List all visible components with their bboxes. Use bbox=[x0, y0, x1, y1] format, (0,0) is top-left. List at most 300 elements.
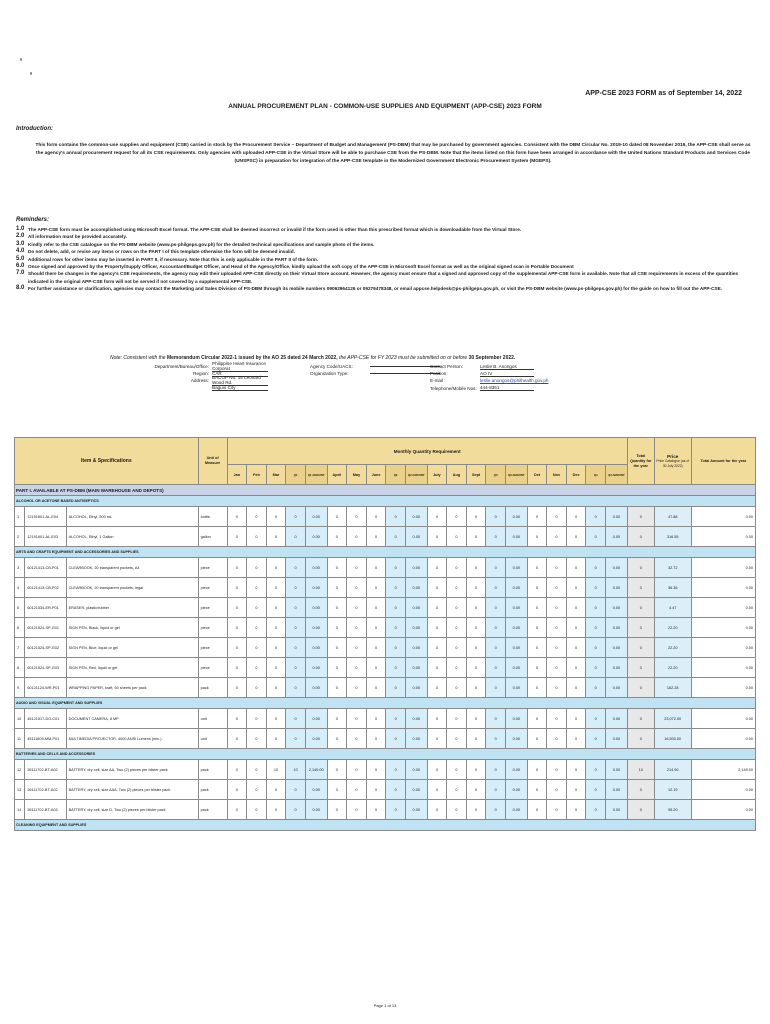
monthly-quantity-cell: 0 bbox=[366, 658, 386, 678]
total-amount: 0.00 bbox=[691, 658, 755, 678]
monthly-quantity-cell: 0 bbox=[247, 578, 267, 598]
introduction-body: This form contains the common-use supplies and equipment (CSE) carried in stock by the Procurement Service – Department of Budget and Management (PS-DBM) that may be purchased by government agencies. Consistent with the DBM Circular No. 2019-10 dated 08 November 2019, the APP-CSE shall serve as the agency's annual procurement request for all its CSE requirements. Only agencies with uploaded APP-CSE in the Virtual Store will be able to purchase CSE from the PS-DBM. Note that the items listed on this form have been arranged in accordance with the United Nations Standard Products and Services Code (UNSPSC) in preparation for integration of the APP-CSE template in the Modernized Government Electronic Procurement System (MGEPS). bbox=[35, 143, 751, 164]
total-amount: 0.00 bbox=[691, 507, 755, 527]
item-specification: WRAPPING PAPER, kraft, 50 sheets per pack bbox=[66, 678, 198, 698]
total-quantity: 0 bbox=[627, 709, 654, 729]
item-number: 13 bbox=[15, 780, 25, 800]
monthly-quantity-cell: 0 bbox=[247, 658, 267, 678]
agency-info-middle bbox=[310, 363, 440, 377]
monthly-quantity-cell: 0 bbox=[386, 618, 406, 638]
monthly-quantity-cell: 0 bbox=[566, 780, 586, 800]
monthly-quantity-cell: 0 bbox=[466, 598, 486, 618]
reminder-item bbox=[16, 285, 746, 292]
monthly-quantity-cell: 0 bbox=[527, 729, 547, 749]
monthly-quantity-cell: 0.00 bbox=[605, 729, 627, 749]
unit-of-measure: piece bbox=[198, 618, 227, 638]
monthly-quantity-cell: 0 bbox=[327, 638, 347, 658]
monthly-quantity-cell: 0 bbox=[347, 578, 367, 598]
page-number: Page 1 of 13 bbox=[373, 1003, 397, 1008]
monthly-quantity-cell: 0 bbox=[547, 800, 567, 820]
agency-field bbox=[430, 377, 549, 384]
monthly-quantity-cell: 0 bbox=[227, 800, 247, 820]
monthly-quantity-cell: 0.00 bbox=[405, 780, 427, 800]
item-code: 45111609-MM-P01 bbox=[25, 729, 66, 749]
monthly-quantity-cell: 0 bbox=[466, 558, 486, 578]
monthly-quantity-cell: 0 bbox=[347, 638, 367, 658]
monthly-quantity-cell: 0 bbox=[447, 729, 467, 749]
monthly-quantity-cell: 0 bbox=[366, 709, 386, 729]
monthly-quantity-cell: 0 bbox=[227, 760, 247, 780]
monthly-quantity-cell: 0 bbox=[566, 800, 586, 820]
monthly-quantity-cell: 0 bbox=[527, 780, 547, 800]
agency-field bbox=[430, 385, 534, 392]
monthly-quantity-cell: 0 bbox=[366, 507, 386, 527]
catalogue-price: 36.36 bbox=[654, 578, 691, 598]
monthly-quantity-cell: 0 bbox=[447, 800, 467, 820]
category-row bbox=[15, 547, 756, 558]
monthly-quantity-cell: 0 bbox=[247, 780, 267, 800]
table-row bbox=[15, 638, 756, 658]
catalogue-price: 32.72 bbox=[654, 558, 691, 578]
monthly-quantity-cell: 0 bbox=[227, 527, 247, 547]
item-code: 60121534-ER-P01 bbox=[25, 598, 66, 618]
total-amount: 0.00 bbox=[691, 527, 755, 547]
monthly-quantity-cell: 0 bbox=[547, 527, 567, 547]
monthly-quantity-cell: 0 bbox=[466, 760, 486, 780]
category-row bbox=[15, 749, 756, 760]
monthly-quantity-cell: 0.00 bbox=[405, 578, 427, 598]
monthly-quantity-cell: 0 bbox=[247, 638, 267, 658]
total-quantity: 0 bbox=[627, 800, 654, 820]
agency-field bbox=[140, 377, 268, 384]
monthly-quantity-cell: 0 bbox=[386, 709, 406, 729]
monthly-quantity-cell: 0 bbox=[566, 678, 586, 698]
monthly-quantity-cell: 0 bbox=[486, 800, 506, 820]
monthly-quantity-cell: 0 bbox=[266, 780, 286, 800]
month-header: Nov bbox=[547, 465, 567, 485]
scan-speck bbox=[20, 58, 22, 61]
monthly-quantity-cell: 0 bbox=[566, 598, 586, 618]
table-row bbox=[15, 658, 756, 678]
reminder-item bbox=[16, 248, 746, 255]
monthly-quantity-cell: 0.00 bbox=[605, 578, 627, 598]
total-amount: 0.00 bbox=[691, 638, 755, 658]
category-name: ARTS AND CRAFTS EQUIPMENT AND ACCESSORIES AND SUPPLIES bbox=[15, 547, 756, 558]
agency-field bbox=[430, 363, 534, 370]
catalogue-price: 214.90 bbox=[654, 760, 691, 780]
monthly-quantity-cell: 0.00 bbox=[505, 598, 527, 618]
category-row bbox=[15, 496, 756, 507]
monthly-quantity-cell: 0 bbox=[586, 618, 606, 638]
monthly-quantity-cell: 0 bbox=[466, 678, 486, 698]
monthly-quantity-cell: 0 bbox=[386, 658, 406, 678]
total-quantity: 0 bbox=[627, 527, 654, 547]
monthly-quantity-cell: 0 bbox=[386, 558, 406, 578]
catalogue-price: 12.19 bbox=[654, 780, 691, 800]
item-number: 1 bbox=[15, 507, 25, 527]
reminder-text: Kindly refer to the CSE catalogue on the PS-DBM website (www.ps-philgeps.gov.ph) for the detailed technical specifications and sample photo of the items. bbox=[28, 241, 375, 247]
monthly-quantity-cell: 0 bbox=[286, 598, 306, 618]
total-quantity: 10 bbox=[627, 760, 654, 780]
item-code: 26111702-BT-A02 bbox=[25, 760, 66, 780]
monthly-quantity-cell: 0 bbox=[566, 618, 586, 638]
monthly-quantity-cell: 0 bbox=[427, 760, 447, 780]
total-quantity: 0 bbox=[627, 780, 654, 800]
monthly-quantity-cell: 0 bbox=[247, 598, 267, 618]
monthly-quantity-cell: 0 bbox=[347, 780, 367, 800]
monthly-quantity-cell: 0 bbox=[227, 780, 247, 800]
monthly-quantity-cell: 0 bbox=[247, 709, 267, 729]
category-name: AUDIO AND VISUAL EQUIPMENT AND SUPPLIES bbox=[15, 698, 756, 709]
monthly-quantity-cell: 0 bbox=[486, 558, 506, 578]
reminder-item bbox=[16, 256, 746, 263]
total-amount: 0.00 bbox=[691, 709, 755, 729]
monthly-quantity-cell: 0.00 bbox=[305, 709, 327, 729]
month-header: Oct bbox=[527, 465, 547, 485]
unit-of-measure: pack bbox=[198, 800, 227, 820]
monthly-quantity-cell: 0.00 bbox=[505, 658, 527, 678]
monthly-quantity-cell: 0 bbox=[327, 618, 347, 638]
monthly-quantity-cell: 0 bbox=[566, 507, 586, 527]
monthly-quantity-cell: 0 bbox=[447, 658, 467, 678]
agency-field-value: Philippine Heart Insurance Corporat bbox=[212, 361, 268, 372]
monthly-quantity-cell: 0 bbox=[586, 598, 606, 618]
monthly-quantity-cell: 0 bbox=[586, 658, 606, 678]
monthly-quantity-cell: 0.00 bbox=[505, 729, 527, 749]
monthly-quantity-cell: 0 bbox=[386, 578, 406, 598]
monthly-quantity-cell: 0.00 bbox=[305, 558, 327, 578]
header-item-specifications: Item & Specifications bbox=[15, 438, 199, 485]
total-amount: 0.00 bbox=[691, 780, 755, 800]
part-title: PART I. AVAILABLE AT PS-DBM (MAIN WAREHOUSE AND DEPOTS) bbox=[15, 485, 756, 496]
monthly-quantity-cell: 0 bbox=[327, 678, 347, 698]
monthly-quantity-cell: 0 bbox=[327, 527, 347, 547]
item-number: 4 bbox=[15, 578, 25, 598]
monthly-quantity-cell: 0 bbox=[366, 578, 386, 598]
unit-of-measure: piece bbox=[198, 578, 227, 598]
monthly-quantity-cell: 0 bbox=[247, 618, 267, 638]
agency-field-label: Agency Code/UACS: bbox=[310, 364, 353, 370]
monthly-quantity-cell: 0 bbox=[347, 709, 367, 729]
reminder-number: 4.0 bbox=[16, 248, 25, 255]
item-code: 60121524-SP-G02 bbox=[25, 638, 66, 658]
monthly-quantity-cell: 0.00 bbox=[305, 729, 327, 749]
monthly-quantity-cell: 0 bbox=[366, 729, 386, 749]
monthly-quantity-cell: 0 bbox=[327, 598, 347, 618]
monthly-quantity-cell: 0 bbox=[427, 678, 447, 698]
header-monthly-quantity: Monthly Quantity Requirement bbox=[227, 438, 627, 465]
agency-field-label: Position: bbox=[430, 371, 448, 377]
item-specification: BATTERY, dry cell, size D, Two (2) pieces per blister pack bbox=[66, 800, 198, 820]
agency-field-value: CAR bbox=[212, 371, 268, 377]
monthly-quantity-cell: 0 bbox=[247, 558, 267, 578]
monthly-quantity-cell: 0.00 bbox=[305, 507, 327, 527]
month-header: Mar bbox=[266, 465, 286, 485]
procurement-table bbox=[14, 437, 756, 831]
monthly-quantity-cell: 0 bbox=[266, 527, 286, 547]
month-header: April bbox=[327, 465, 347, 485]
monthly-quantity-cell: 0.00 bbox=[405, 800, 427, 820]
monthly-quantity-cell: 0 bbox=[486, 578, 506, 598]
item-specification: CLEARBOOK, 20 transparent pockets, A4 bbox=[66, 558, 198, 578]
agency-field-value: leslie.anongos@philhealth.gov.ph bbox=[480, 377, 549, 383]
monthly-quantity-cell: 0 bbox=[547, 578, 567, 598]
item-number: 3 bbox=[15, 558, 25, 578]
monthly-quantity-cell: 0 bbox=[547, 558, 567, 578]
total-amount: 0.00 bbox=[691, 578, 755, 598]
monthly-quantity-cell: 0 bbox=[366, 618, 386, 638]
monthly-quantity-cell: 0 bbox=[327, 578, 347, 598]
monthly-quantity-cell: 0 bbox=[247, 760, 267, 780]
monthly-quantity-cell: 0.00 bbox=[405, 598, 427, 618]
unit-of-measure: piece bbox=[198, 598, 227, 618]
monthly-quantity-cell: 0.00 bbox=[505, 618, 527, 638]
item-code: 60121524-SP-G01 bbox=[25, 618, 66, 638]
table-row bbox=[15, 507, 756, 527]
category-name: BATTERIES AND CELLS AND ACCESSORIES bbox=[15, 749, 756, 760]
monthly-quantity-cell: 0 bbox=[286, 678, 306, 698]
monthly-quantity-cell: 0 bbox=[466, 709, 486, 729]
total-amount: 0.00 bbox=[691, 618, 755, 638]
monthly-quantity-cell: 0 bbox=[547, 709, 567, 729]
monthly-quantity-cell: 0 bbox=[286, 729, 306, 749]
unit-of-measure: gallon bbox=[198, 527, 227, 547]
monthly-quantity-cell: 0.00 bbox=[505, 709, 527, 729]
month-header: Q2 AMOUNT bbox=[405, 465, 427, 485]
month-header: Feb bbox=[247, 465, 267, 485]
month-header: Q1 AMOUNT bbox=[305, 465, 327, 485]
monthly-quantity-cell: 0 bbox=[266, 709, 286, 729]
unit-of-measure: pack bbox=[198, 678, 227, 698]
item-number: 11 bbox=[15, 729, 25, 749]
monthly-quantity-cell: 0 bbox=[527, 800, 547, 820]
reminder-text: For further assistance or clarification, agencies may contact the Marketing and Sales Division of PS-DBM through its mobile numbers 09062964126 or 09279478348, or email appcse.helpdesk@ps-philgeps.gov.ph, or visit the PS-DBM website (www.ps-philgeps.gov.ph) for the guide on how to fill out the APP-CSE. bbox=[28, 286, 723, 292]
reminder-text: Do not delete, add, or revise any items or rows on the PART I of this template otherwise the form will be deemed invalid. bbox=[28, 249, 295, 255]
reminder-text: Should there be changes in the agency's CSE requirements, the agency may edit their uploaded APP-CSE directly on their Virtual Store account. However, the agency must ensure that a signed and approved copy of the supplemental APP-CSE form is available. Note that all CSE requirements in excess of the quantities indicated in the original APP-CSE form will not be served if not covered by a supplemental APP-CSE. bbox=[28, 271, 738, 284]
agency-field-value: Baguio City bbox=[212, 385, 268, 391]
monthly-quantity-cell: 0.00 bbox=[405, 678, 427, 698]
monthly-quantity-cell: 0 bbox=[227, 598, 247, 618]
item-code: 60121413-CB-P01 bbox=[25, 558, 66, 578]
header-total-quantity: Total Quantity for the year bbox=[627, 438, 654, 485]
monthly-quantity-cell: 0 bbox=[286, 558, 306, 578]
reminder-text: Once signed and approved by the Property/Supply Officer, Accountant/Budget Officer, and Head of the Agency/Office, kindly upload the soft copy of the APP-CSE in Microsoft Excel format as well as the original signed scan in Portable Document bbox=[28, 264, 574, 270]
table-row bbox=[15, 618, 756, 638]
monthly-quantity-cell: 0 bbox=[427, 638, 447, 658]
monthly-quantity-cell: 0 bbox=[386, 678, 406, 698]
item-code: 60121524-SP-G03 bbox=[25, 658, 66, 678]
monthly-quantity-cell: 0 bbox=[586, 638, 606, 658]
monthly-quantity-cell: 0.00 bbox=[605, 678, 627, 698]
monthly-quantity-cell: 0 bbox=[386, 760, 406, 780]
monthly-quantity-cell: 0 bbox=[566, 729, 586, 749]
catalogue-price: 316.55 bbox=[654, 527, 691, 547]
monthly-quantity-cell: 0 bbox=[227, 729, 247, 749]
monthly-quantity-cell: 0 bbox=[347, 729, 367, 749]
agency-field-label: Department/Bureau/Office: bbox=[154, 364, 209, 370]
monthly-quantity-cell: 0 bbox=[586, 678, 606, 698]
monthly-quantity-cell: 0 bbox=[286, 578, 306, 598]
monthly-quantity-cell: 0 bbox=[527, 507, 547, 527]
part-header-row bbox=[15, 485, 756, 496]
monthly-quantity-cell: 0 bbox=[266, 658, 286, 678]
monthly-quantity-cell: 0 bbox=[586, 527, 606, 547]
item-number: 5 bbox=[15, 598, 25, 618]
monthly-quantity-cell: 0 bbox=[386, 729, 406, 749]
procurement-table-body bbox=[15, 485, 756, 831]
monthly-quantity-cell: 0 bbox=[286, 658, 306, 678]
monthly-quantity-cell: 0 bbox=[427, 598, 447, 618]
monthly-quantity-cell: 0.00 bbox=[305, 800, 327, 820]
monthly-quantity-cell: 0 bbox=[427, 800, 447, 820]
total-quantity: 0 bbox=[627, 618, 654, 638]
monthly-quantity-cell: 0 bbox=[247, 527, 267, 547]
monthly-quantity-cell: 0 bbox=[486, 729, 506, 749]
total-quantity: 0 bbox=[627, 658, 654, 678]
item-specification: MULTIMEDIA PROJECTOR, 4000 ANSI Lumens (min.) bbox=[66, 729, 198, 749]
monthly-quantity-cell: 0.00 bbox=[405, 507, 427, 527]
reminder-item bbox=[16, 241, 746, 248]
unit-of-measure: bottle bbox=[198, 507, 227, 527]
total-amount: 0.00 bbox=[691, 800, 755, 820]
monthly-quantity-cell: 0 bbox=[386, 598, 406, 618]
monthly-quantity-cell: 0 bbox=[586, 729, 606, 749]
table-row bbox=[15, 598, 756, 618]
monthly-quantity-cell: 0 bbox=[247, 507, 267, 527]
monthly-quantity-cell: 0 bbox=[327, 709, 347, 729]
introduction-heading: Introduction: bbox=[16, 126, 53, 132]
monthly-quantity-cell: 0 bbox=[286, 618, 306, 638]
month-header: Q2 bbox=[386, 465, 406, 485]
catalogue-price: 22.20 bbox=[654, 638, 691, 658]
monthly-quantity-cell: 0 bbox=[466, 729, 486, 749]
monthly-quantity-cell: 0 bbox=[486, 618, 506, 638]
agency-field bbox=[430, 370, 534, 377]
month-header: July bbox=[427, 465, 447, 485]
category-row bbox=[15, 820, 756, 831]
month-header: June bbox=[366, 465, 386, 485]
monthly-quantity-cell: 0.00 bbox=[405, 527, 427, 547]
monthly-quantity-cell: 0 bbox=[266, 558, 286, 578]
monthly-quantity-cell: 0 bbox=[286, 638, 306, 658]
monthly-quantity-cell: 0 bbox=[527, 760, 547, 780]
monthly-quantity-cell: 0 bbox=[486, 527, 506, 547]
monthly-quantity-cell: 0 bbox=[266, 729, 286, 749]
monthly-quantity-cell: 0.00 bbox=[605, 760, 627, 780]
unit-of-measure: pack bbox=[198, 760, 227, 780]
monthly-quantity-cell: 0 bbox=[227, 558, 247, 578]
monthly-quantity-cell: 0.00 bbox=[605, 598, 627, 618]
monthly-quantity-cell: 0 bbox=[227, 658, 247, 678]
submission-note bbox=[110, 355, 515, 361]
monthly-quantity-cell: 0.00 bbox=[505, 678, 527, 698]
monthly-quantity-cell: 0 bbox=[366, 760, 386, 780]
monthly-quantity-cell: 0.00 bbox=[505, 527, 527, 547]
item-specification: SIGN PEN, Black, liquid or gel bbox=[66, 618, 198, 638]
total-quantity: 0 bbox=[627, 578, 654, 598]
monthly-quantity-cell: 0 bbox=[447, 678, 467, 698]
unit-of-measure: piece bbox=[198, 558, 227, 578]
monthly-quantity-cell: 0 bbox=[286, 800, 306, 820]
agency-field-value: 444-8361 bbox=[480, 385, 534, 391]
monthly-quantity-cell: 0 bbox=[247, 800, 267, 820]
month-header: Aug bbox=[447, 465, 467, 485]
item-specification: ALCOHOL, Ethyl, 1 Gallon bbox=[66, 527, 198, 547]
monthly-quantity-cell: 0 bbox=[547, 507, 567, 527]
month-header: Jan bbox=[227, 465, 247, 485]
monthly-quantity-cell: 0.00 bbox=[605, 638, 627, 658]
month-header: Q3 AMOUNT bbox=[505, 465, 527, 485]
monthly-quantity-cell: 0 bbox=[447, 527, 467, 547]
table-row bbox=[15, 709, 756, 729]
monthly-quantity-cell: 0 bbox=[327, 507, 347, 527]
reminder-number: 6.0 bbox=[16, 263, 25, 270]
agency-field bbox=[310, 370, 440, 377]
monthly-quantity-cell: 0 bbox=[386, 638, 406, 658]
monthly-quantity-cell: 0 bbox=[527, 658, 547, 678]
monthly-quantity-cell: 0.00 bbox=[305, 598, 327, 618]
monthly-quantity-cell: 0 bbox=[347, 507, 367, 527]
total-amount: 0.00 bbox=[691, 729, 755, 749]
monthly-quantity-cell: 0.00 bbox=[305, 527, 327, 547]
monthly-quantity-cell: 0 bbox=[347, 658, 367, 678]
monthly-quantity-cell: 0 bbox=[427, 780, 447, 800]
item-specification: ALCOHOL, Ethyl, 500 mL bbox=[66, 507, 198, 527]
monthly-quantity-cell: 0 bbox=[547, 780, 567, 800]
monthly-quantity-cell: 0 bbox=[347, 558, 367, 578]
monthly-quantity-cell: 0 bbox=[366, 780, 386, 800]
monthly-quantity-cell: 0 bbox=[566, 578, 586, 598]
reminder-number: 2.0 bbox=[16, 233, 25, 240]
monthly-quantity-cell: 0 bbox=[327, 760, 347, 780]
monthly-quantity-cell: 0 bbox=[327, 658, 347, 678]
monthly-quantity-cell: 0 bbox=[486, 638, 506, 658]
monthly-quantity-cell: 0 bbox=[547, 658, 567, 678]
note-circular: Memorandum Circular 2022-1 issued by the AO 25 dated 24 March 2022, bbox=[166, 355, 338, 361]
monthly-quantity-cell: 0 bbox=[586, 578, 606, 598]
monthly-quantity-cell: 0 bbox=[547, 760, 567, 780]
monthly-quantity-cell: 0 bbox=[586, 507, 606, 527]
monthly-quantity-cell: 0 bbox=[527, 558, 547, 578]
agency-field-label: Region: bbox=[193, 371, 209, 377]
month-header: Q1 bbox=[286, 465, 306, 485]
catalogue-price: 23,072.00 bbox=[654, 709, 691, 729]
header-unit-of-measure: Unit of Measure bbox=[198, 438, 227, 485]
item-code: 60121124-WR-P01 bbox=[25, 678, 66, 698]
agency-field-value: Leslie B. Anongos bbox=[480, 364, 534, 370]
item-specification: ERASER, plastic/rubber bbox=[66, 598, 198, 618]
monthly-quantity-cell: 2,149.00 bbox=[305, 760, 327, 780]
monthly-quantity-cell: 0.00 bbox=[605, 558, 627, 578]
monthly-quantity-cell: 0 bbox=[386, 780, 406, 800]
monthly-quantity-cell: 0 bbox=[427, 507, 447, 527]
table-row bbox=[15, 558, 756, 578]
reminder-item bbox=[16, 270, 746, 285]
table-row bbox=[15, 780, 756, 800]
catalogue-price: 16,500.00 bbox=[654, 729, 691, 749]
monthly-quantity-cell: 0.00 bbox=[505, 507, 527, 527]
table-row bbox=[15, 800, 756, 820]
reminder-text: All information must be provided accurately. bbox=[28, 234, 127, 240]
monthly-quantity-cell: 0 bbox=[327, 729, 347, 749]
monthly-quantity-cell: 0.00 bbox=[405, 729, 427, 749]
monthly-quantity-cell: 0 bbox=[227, 678, 247, 698]
monthly-quantity-cell: 0 bbox=[427, 618, 447, 638]
monthly-quantity-cell: 0 bbox=[327, 780, 347, 800]
monthly-quantity-cell: 0 bbox=[486, 760, 506, 780]
note-middle: the APP-CSE for FY 2023 must be submitted on or before bbox=[337, 355, 469, 361]
monthly-quantity-cell: 0 bbox=[586, 800, 606, 820]
